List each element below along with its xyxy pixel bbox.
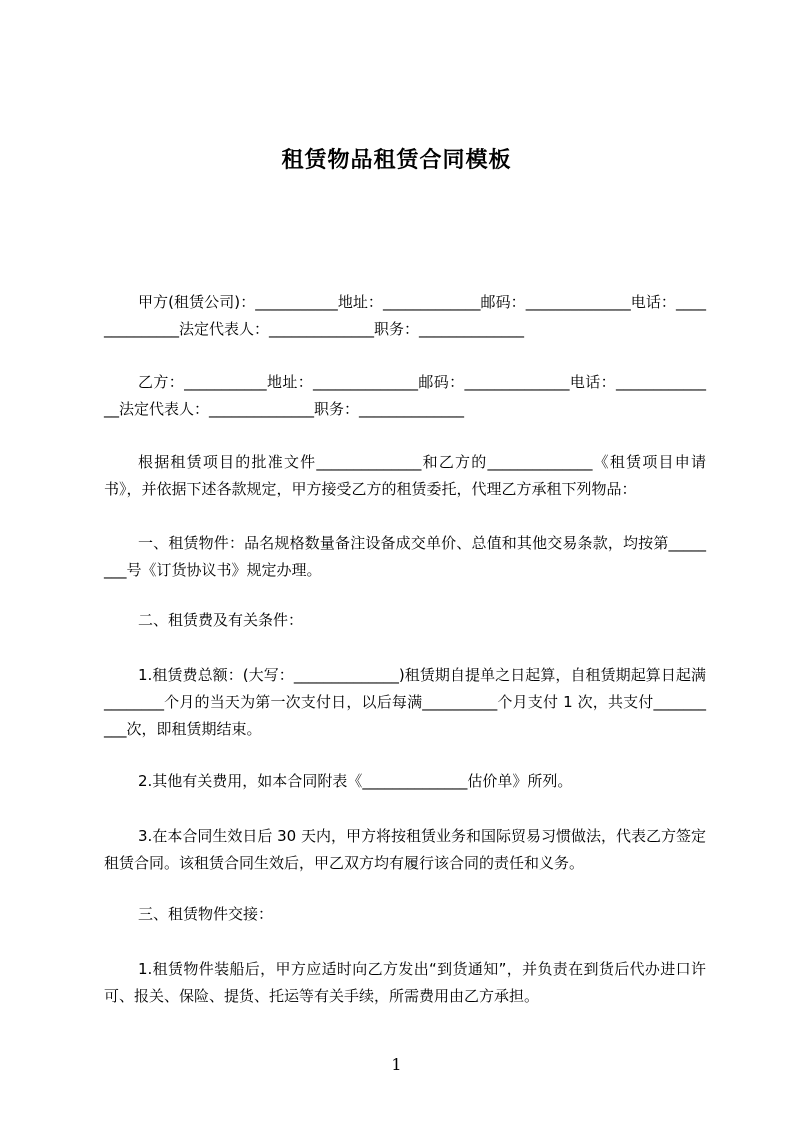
clause-2-item-1: 1.租赁费总额：(大写：______________)租赁期自提单之日起算，自租赁期起算日起满________个月的当天为第一次支付日，以后每满__________个月支付 1 次，共支付__________次，即租赁期结束。 bbox=[104, 666, 706, 738]
clause-2-item-2: 2.其他有关费用，如本合同附表《______________估价单》所列。 bbox=[138, 772, 573, 790]
clause-2-heading: 二、租赁费及有关条件： bbox=[138, 611, 304, 629]
clause-2-item-3: 3.在本合同生效日后 30 天内，甲方将按租赁业务和国际贸易习惯做法，代表乙方签定租赁合同。该租赁合同生效后，甲乙双方均有履行该合同的责任和义务。 bbox=[104, 827, 706, 872]
document-title: 租赁物品租赁合同模板 bbox=[281, 148, 512, 173]
clause-1-paragraph: 一、租赁物件：品名规格数量备注设备成交单价、总值和其他交易条款，均按第________号《订货协议书》规定办理。 bbox=[104, 534, 706, 579]
clause-3-heading: 三、租赁物件交接： bbox=[138, 905, 274, 923]
party-a-paragraph: 甲方(租赁公司)：___________地址：_____________邮码：______________电话：______________法定代表人：______________职务：______________ bbox=[104, 293, 706, 338]
page-number: 1 bbox=[391, 1055, 402, 1074]
party-b-paragraph: 乙方：___________地址：______________邮码：______________电话：______________法定代表人：______________职务：______________ bbox=[104, 373, 706, 418]
preamble-paragraph: 根据租赁项目的批准文件______________和乙方的______________《租赁项目申请书》，并依据下述各款规定，甲方接受乙方的租赁委托，代理乙方承租下列物品： bbox=[104, 453, 706, 498]
clause-3-item-1: 1.租赁物件装船后，甲方应适时向乙方发出“到货通知”，并负责在到货后代办进口许可、报关、保险、提货、托运等有关手续，所需费用由乙方承担。 bbox=[104, 960, 706, 1005]
